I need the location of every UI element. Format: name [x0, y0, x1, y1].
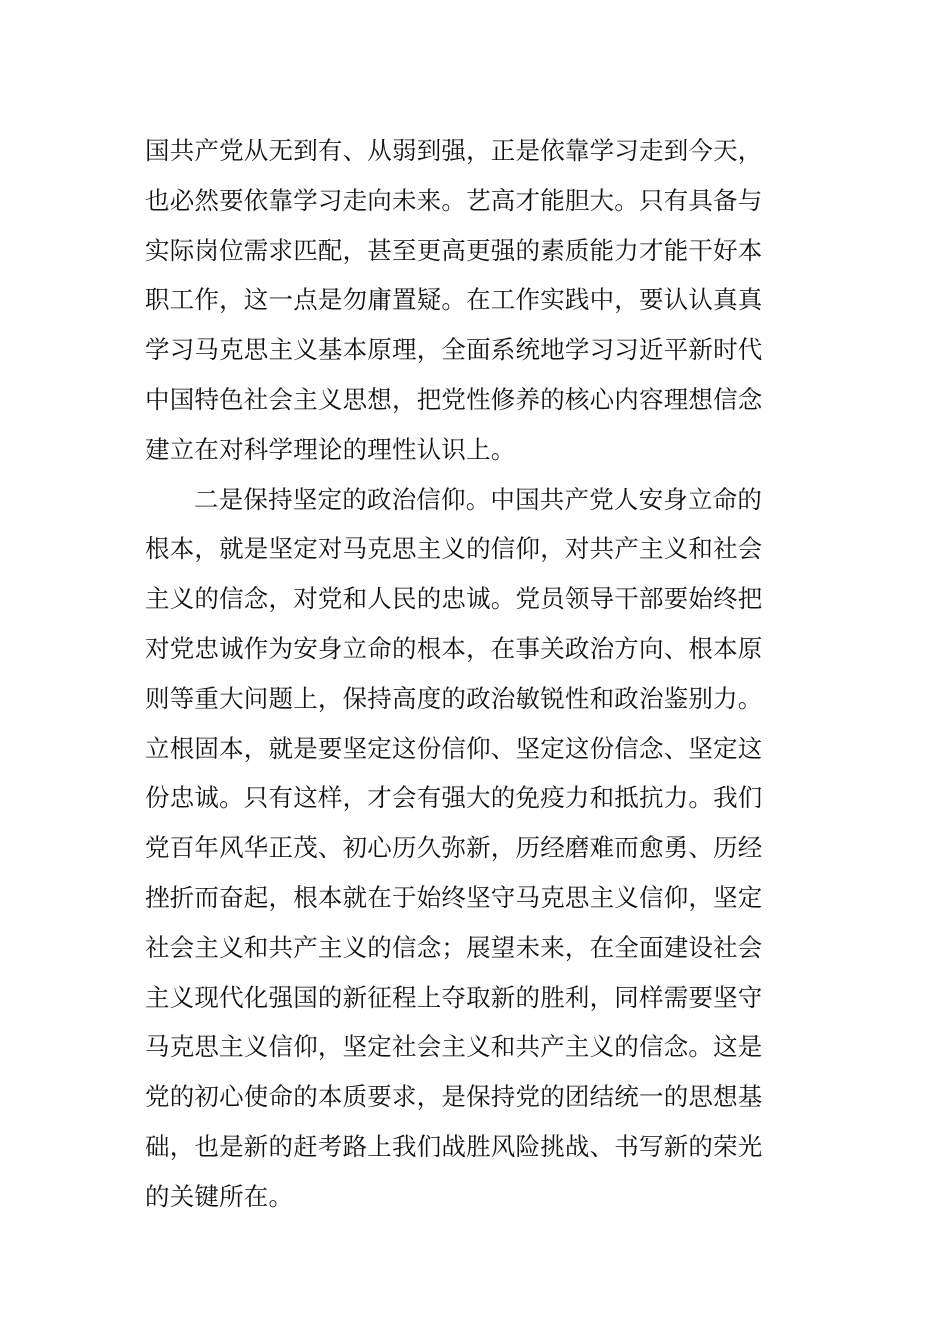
text-line: 实际岗位需求匹配，甚至更高更强的素质能力才能干好本 [145, 235, 763, 265]
text-line: 也必然要依靠学习走向未来。艺高才能胆大。只有具备与 [145, 185, 763, 215]
text-line: 础，也是新的赶考路上我们战胜风险挑战、书写新的荣光 [145, 1131, 763, 1161]
text-line: 中国特色社会主义思想，把党性修养的核心内容理想信念 [145, 384, 763, 414]
text-line: 学习马克思主义基本原理，全面系统地学习习近平新时代 [145, 335, 763, 365]
text-line: 挫折而奋起，根本就在于始终坚守马克思主义信仰，坚定 [145, 882, 763, 912]
text-line: 建立在对科学理论的理性认识上。 [145, 434, 516, 464]
text-line: 社会主义和共产主义的信念；展望未来，在全面建设社会 [145, 932, 763, 962]
text-line: 党百年风华正茂、初心历久弥新，历经磨难而愈勇、历经 [145, 833, 763, 863]
text-line: 马克思主义信仰，坚定社会主义和共产主义的信念。这是 [145, 1032, 763, 1062]
document-body [145, 126, 810, 1222]
text-line: 则等重大问题上，保持高度的政治敏锐性和政治鉴别力。 [145, 683, 763, 713]
text-line: 份忠诚。只有这样，才会有强大的免疫力和抵抗力。我们 [145, 783, 763, 813]
text-line: 立根固本，就是要坚定这份信仰、坚定这份信念、坚定这 [145, 733, 763, 763]
text-line: 主义现代化强国的新征程上夺取新的胜利，同样需要坚守 [145, 982, 763, 1012]
text-line: 职工作，这一点是勿庸置疑。在工作实践中，要认认真真 [145, 285, 763, 315]
paragraph-2 [145, 475, 810, 1222]
text-line: 根本，就是坚定对马克思主义的信仰，对共产主义和社会 [145, 534, 763, 564]
text-line-indented: 二是保持坚定的政治信仰。中国共产党人安身立命的 [194, 484, 763, 514]
paragraph-1 [145, 126, 810, 475]
text-line: 主义的信念，对党和人民的忠诚。党员领导干部要始终把 [145, 584, 763, 614]
text-line: 党的初心使命的本质要求，是保持党的团结统一的思想基 [145, 1082, 763, 1112]
text-line: 国共产党从无到有、从弱到强，正是依靠学习走到今天， [145, 136, 763, 165]
text-line: 对党忠诚作为安身立命的根本，在事关政治方向、根本原 [145, 633, 763, 663]
text-line: 的关键所在。 [145, 1181, 294, 1211]
